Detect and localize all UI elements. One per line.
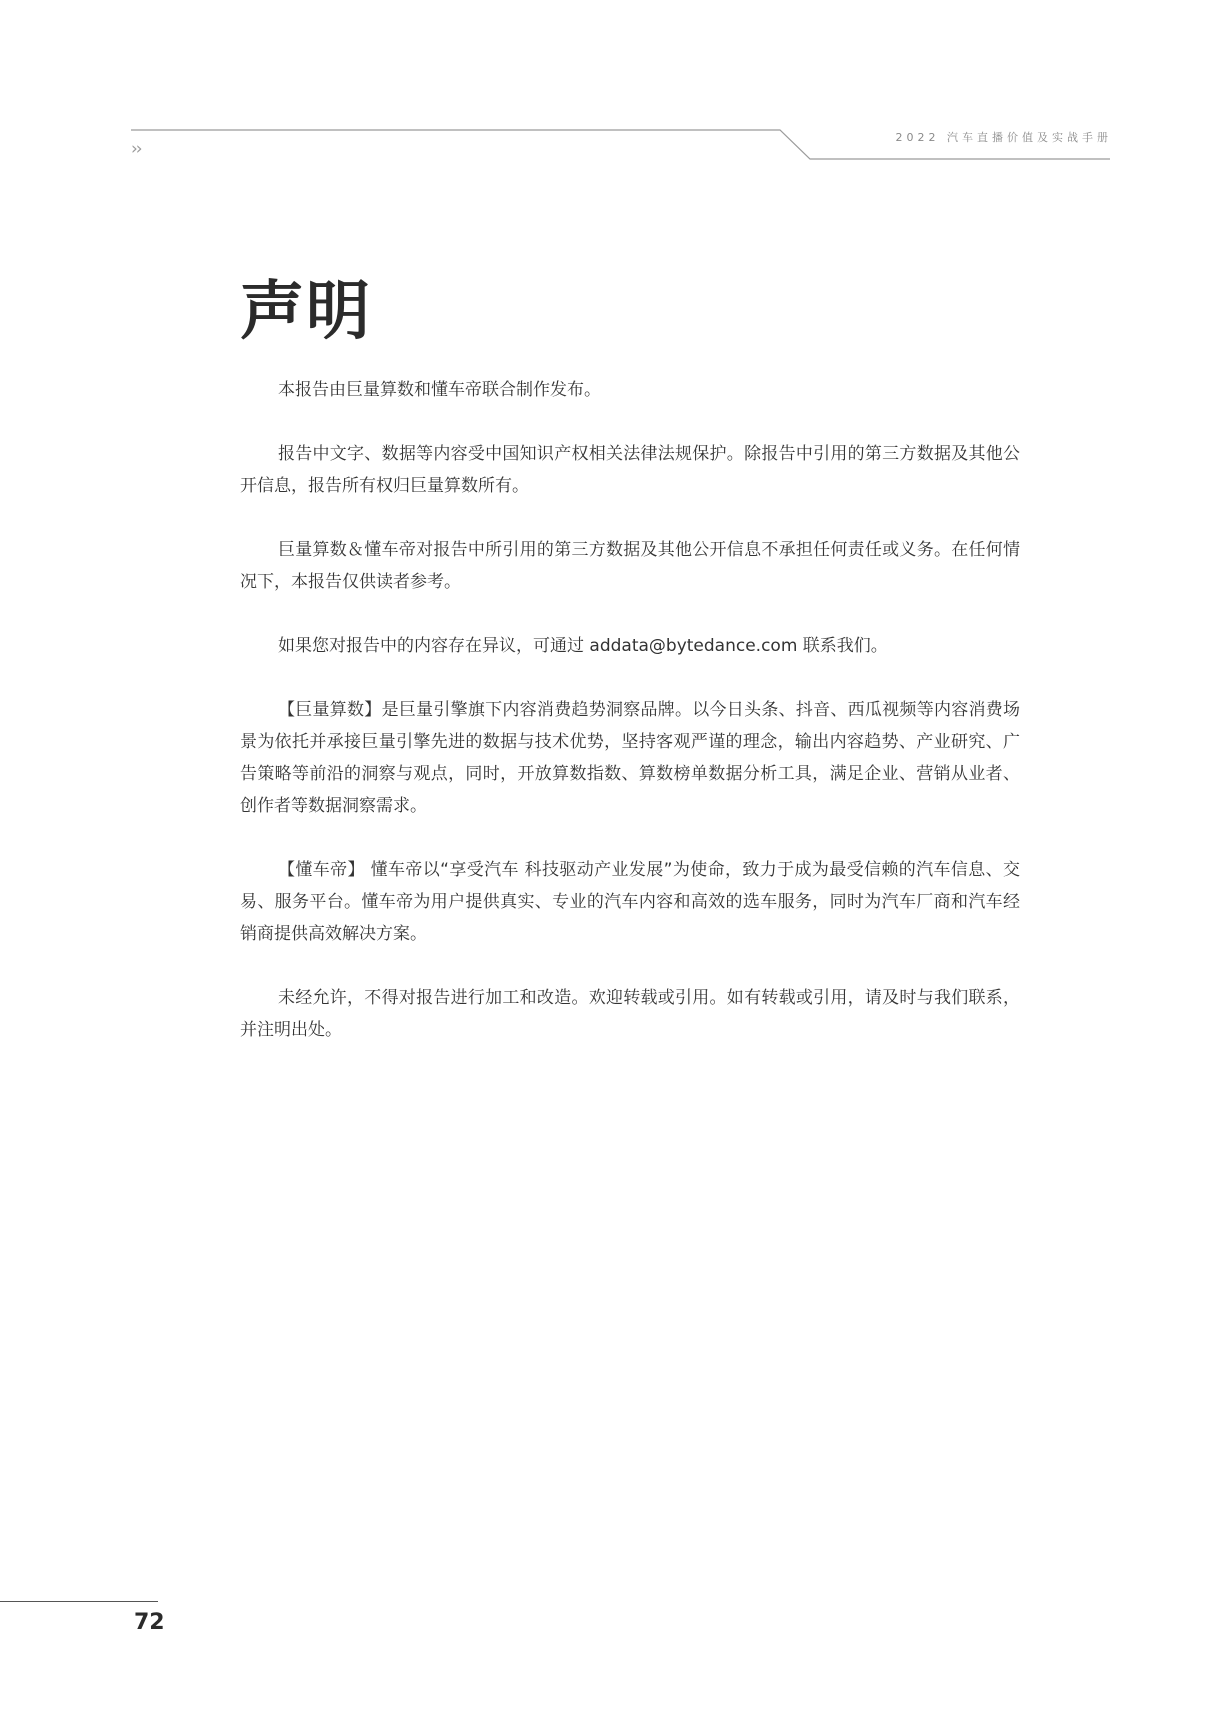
- header-title: 2022 汽车直播价值及实战手册: [895, 131, 1112, 144]
- page-title: 声明: [240, 275, 372, 349]
- paragraph-reprint: 未经允许，不得对报告进行加工和改造。欢迎转载或引用。如有转载或引用，请及时与我们联系，并注明出处。: [240, 988, 1020, 1040]
- page-number: 72: [134, 1610, 165, 1635]
- paragraph-contact: 如果您对报告中的内容存在异议，可通过 addata@bytedance.com 联系我们。: [278, 636, 888, 656]
- statement-body: [240, 374, 1020, 1078]
- paragraph-dongchedi: 【懂车帝】 懂车帝以“享受汽车 科技驱动产业发展”为使命，致力于成为最受信赖的汽车信息、交易、服务平台。懂车帝为用户提供真实、专业的汽车内容和高效的选车服务，同时为汽车厂商和汽车经销商提供高效解决方案。: [240, 860, 1020, 944]
- chevron-right-icon: ››: [131, 139, 141, 159]
- footer-rule: [0, 1601, 158, 1602]
- paragraph-publisher: 本报告由巨量算数和懂车帝联合制作发布。: [278, 380, 601, 400]
- paragraph-copyright: 报告中文字、数据等内容受中国知识产权相关法律法规保护。除报告中引用的第三方数据及其他公开信息，报告所有权归巨量算数所有。: [240, 444, 1020, 496]
- paragraph-disclaimer: 巨量算数＆懂车帝对报告中所引用的第三方数据及其他公开信息不承担任何责任或义务。在任何情况下，本报告仅供读者参考。: [240, 540, 1020, 592]
- paragraph-juliang-suanshu: 【巨量算数】是巨量引擎旗下内容消费趋势洞察品牌。以今日头条、抖音、西瓜视频等内容消费场景为依托并承接巨量引擎先进的数据与技术优势，坚持客观严谨的理念，输出内容趋势、产业研究、广告策略等前沿的洞察与观点，同时，开放算数指数、算数榜单数据分析工具，满足企业、营销从业者、创作者等数据洞察需求。: [240, 700, 1020, 816]
